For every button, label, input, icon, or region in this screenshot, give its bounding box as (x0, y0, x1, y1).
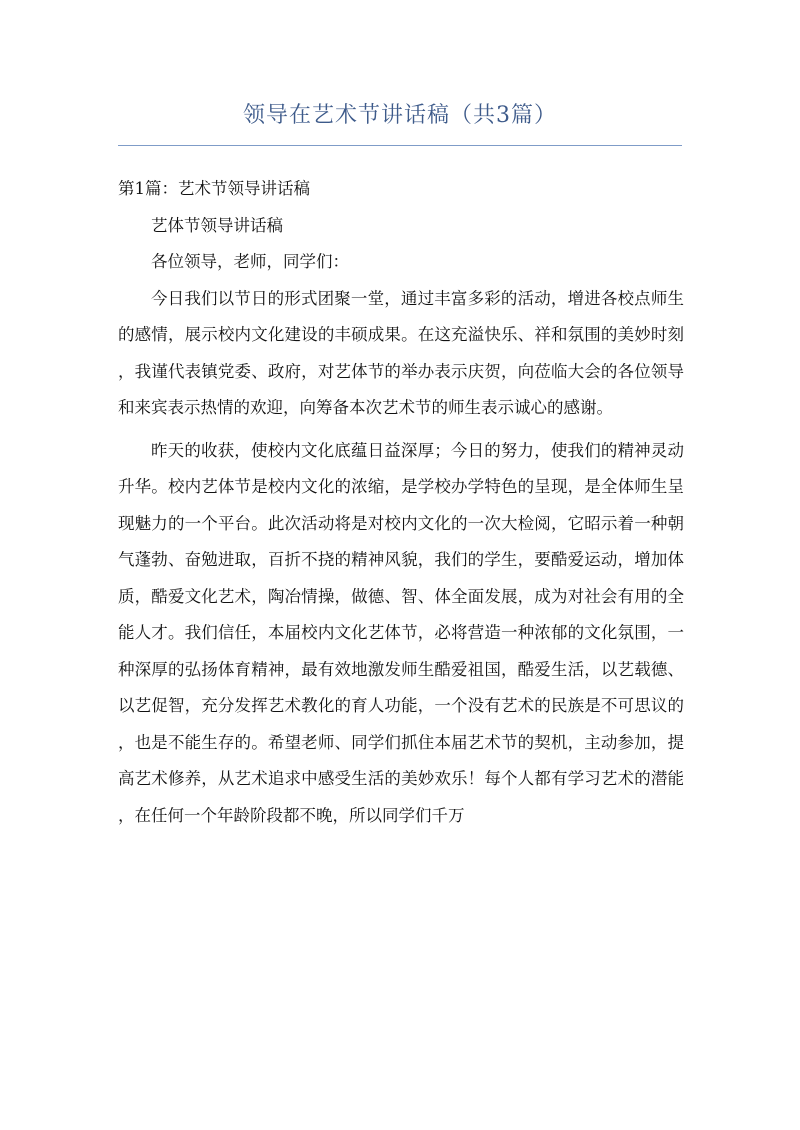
section-heading: 第1篇：艺术节领导讲话稿 (118, 179, 310, 198)
document-title: 领导在艺术节讲话稿（共3篇） (243, 103, 557, 128)
paragraph-body-1: 今日我们以节日的形式团聚一堂，通过丰富多彩的活动，增进各校点师生的感情，展示校内文化建设的丰硕成果。在这充溢快乐、祥和氛围的美妙时刻，我谨代表镇党委、政府，对艺体节的举办表示庆贺，向莅临大会的各位领导和来宾表示热情的欢迎，向筹备本次艺术节的师生表示诚心的感谢。 (118, 288, 684, 417)
paragraph-body-2: 昨天的收获，使校内文化底蕴日益深厚；今日的努力，使我们的精神灵动升华。校内艺体节是校内文化的浓缩，是学校办学特色的呈现，是全体师生呈现魅力的一个平台。此次活动将是对校内文化的一次大检阅，它昭示着一种朝气蓬勃、奋勉进取，百折不挠的精神风貌，我们的学生，要酷爱运动，增加体质，酷爱文化艺术，陶冶情操，做德、智、体全面发展，成为对社会有用的全能人才。我们信任，本届校内文化艺体节，必将营造一种浓郁的文化氛围，一种深厚的弘扬体育精神，最有效地激发师生酷爱祖国，酷爱生活，以艺载德、以艺促智，充分发挥艺术教化的育人功能，一个没有艺术的民族是不可思议的，也是不能生存的。希望老师、同学们抓住本届艺术节的契机，主动参加，提高艺术修养，从艺术追求中感受生活的美妙欢乐！每个人都有学习艺术的潜能，在任何一个年龄阶段都不晚，所以同学们千万 (118, 440, 684, 825)
paragraph-salutation: 各位领导，老师，同学们： (151, 252, 349, 271)
paragraph-subtitle: 艺体节领导讲话稿 (151, 215, 283, 235)
title-divider (118, 145, 682, 146)
document-body (118, 171, 684, 834)
